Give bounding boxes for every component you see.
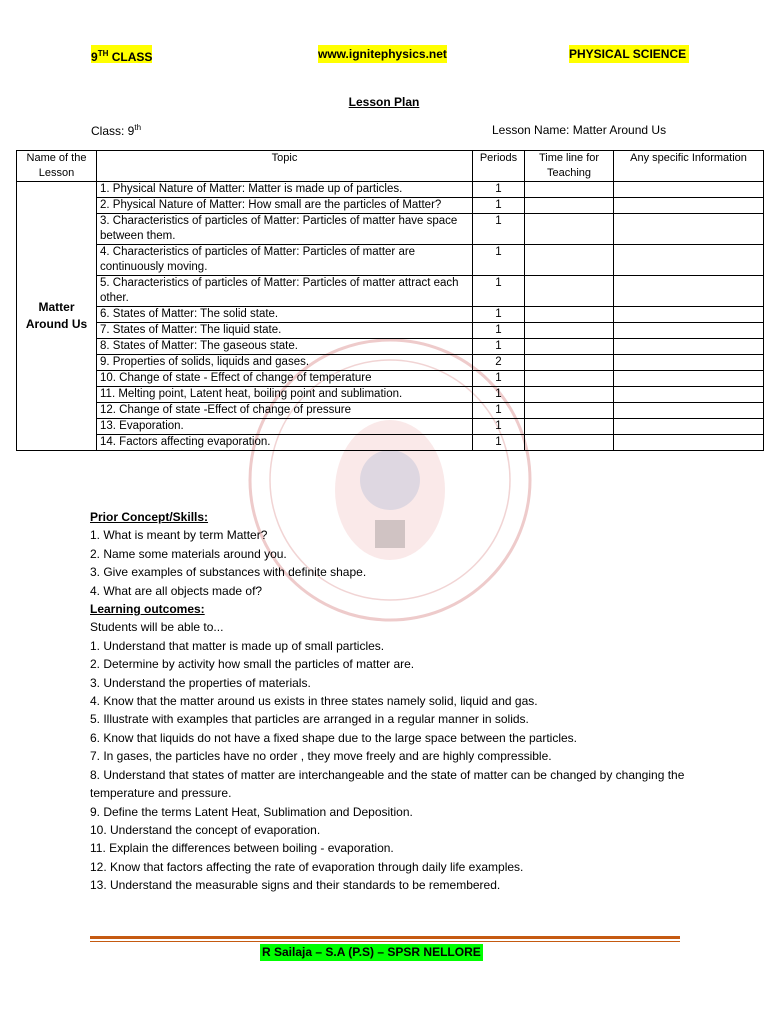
periods-cell: 1 bbox=[473, 198, 525, 214]
class-text: Class: 9 bbox=[91, 124, 135, 138]
timeline-cell bbox=[525, 387, 614, 403]
periods-cell: 1 bbox=[473, 307, 525, 323]
table-row bbox=[17, 276, 764, 307]
periods-cell: 1 bbox=[473, 371, 525, 387]
specific-info-cell bbox=[614, 245, 764, 276]
specific-info-cell bbox=[614, 387, 764, 403]
list-item: 5. Illustrate with examples that particles are arranged in a regular manner in solids. bbox=[90, 712, 529, 727]
table-header-row bbox=[17, 151, 764, 182]
specific-info-cell bbox=[614, 435, 764, 451]
lesson-name-cell: Matter Around Us bbox=[17, 182, 97, 451]
timeline-cell bbox=[525, 214, 614, 245]
lesson-plan-table bbox=[16, 150, 764, 451]
specific-info-cell bbox=[614, 182, 764, 198]
periods-cell: 1 bbox=[473, 435, 525, 451]
table-row bbox=[17, 339, 764, 355]
list-item: 7. In gases, the particles have no order , they move freely and are highly compressible. bbox=[90, 749, 552, 764]
table-row bbox=[17, 371, 764, 387]
header-subject: PHYSICAL SCIENCE bbox=[569, 45, 689, 63]
periods-cell: 1 bbox=[473, 182, 525, 198]
topic-cell: 6. States of Matter: The solid state. bbox=[97, 307, 473, 323]
specific-info-cell bbox=[614, 403, 764, 419]
topic-cell: 9. Properties of solids, liquids and gases. bbox=[97, 355, 473, 371]
table-row bbox=[17, 245, 764, 276]
list-item: 10. Understand the concept of evaporation. bbox=[90, 822, 321, 837]
timeline-cell bbox=[525, 371, 614, 387]
timeline-cell bbox=[525, 403, 614, 419]
list-item: 4. Know that the matter around us exists in three states namely solid, liquid and gas. bbox=[90, 694, 538, 709]
periods-cell: 1 bbox=[473, 214, 525, 245]
table-row bbox=[17, 435, 764, 451]
table-row bbox=[17, 403, 764, 419]
list-item: 13. Understand the measurable signs and their standards to be remembered. bbox=[90, 878, 501, 893]
table-row bbox=[17, 323, 764, 339]
header-topic: Topic bbox=[97, 151, 473, 182]
topic-cell: 12. Change of state -Effect of change of pressure bbox=[97, 403, 473, 419]
header-website[interactable]: www.ignitephysics.net bbox=[318, 47, 447, 61]
prior-heading: Prior Concept/Skills: bbox=[90, 510, 209, 524]
outcomes-list bbox=[90, 637, 730, 895]
list-item: 9. Define the terms Latent Heat, Sublimation and Deposition. bbox=[90, 804, 413, 819]
specific-info-cell bbox=[614, 214, 764, 245]
header-class-suffix: CLASS bbox=[108, 50, 153, 64]
table-row bbox=[17, 419, 764, 435]
list-item: 1. What is meant by term Matter? bbox=[90, 528, 268, 543]
table-row bbox=[17, 214, 764, 245]
timeline-cell bbox=[525, 435, 614, 451]
timeline-cell bbox=[525, 307, 614, 323]
list-item: 2. Determine by activity how small the particles of matter are. bbox=[90, 657, 415, 672]
topic-cell: 1. Physical Nature of Matter: Matter is made up of particles. bbox=[97, 182, 473, 198]
table-row bbox=[17, 307, 764, 323]
topic-cell: 13. Evaporation. bbox=[97, 419, 473, 435]
timeline-cell bbox=[525, 245, 614, 276]
topic-cell: 8. States of Matter: The gaseous state. bbox=[97, 339, 473, 355]
timeline-cell bbox=[525, 182, 614, 198]
table-row bbox=[17, 198, 764, 214]
topic-cell: 4. Characteristics of particles of Matter: Particles of matter are continuously moving. bbox=[97, 245, 473, 276]
specific-info-cell bbox=[614, 419, 764, 435]
timeline-cell bbox=[525, 355, 614, 371]
lesson-name-line: Lesson Name: Matter Around Us bbox=[492, 123, 667, 137]
list-item: 1. Understand that matter is made up of small particles. bbox=[90, 638, 385, 653]
header-timeline: Time line for Teaching bbox=[525, 151, 614, 182]
topic-cell: 3. Characteristics of particles of Matter: Particles of matter have space between them. bbox=[97, 214, 473, 245]
timeline-cell bbox=[525, 419, 614, 435]
outcomes-intro: Students will be able to... bbox=[90, 620, 224, 635]
topic-cell: 2. Physical Nature of Matter: How small are the particles of Matter? bbox=[97, 198, 473, 214]
outcomes-heading: Learning outcomes: bbox=[90, 602, 205, 617]
timeline-cell bbox=[525, 198, 614, 214]
specific-info-cell bbox=[614, 198, 764, 214]
specific-info-cell bbox=[614, 355, 764, 371]
header-class-number: 9 bbox=[91, 50, 98, 64]
topic-cell: 14. Factors affecting evaporation. bbox=[97, 435, 473, 451]
list-item: 4. What are all objects made of? bbox=[90, 583, 263, 598]
topic-cell: 11. Melting point, Latent heat, boiling point and sublimation. bbox=[97, 387, 473, 403]
list-item: 2. Name some materials around you. bbox=[90, 546, 287, 561]
class-sup: th bbox=[134, 123, 142, 132]
timeline-cell bbox=[525, 339, 614, 355]
prior-list bbox=[90, 526, 730, 600]
topic-cell: 10. Change of state - Effect of change of temperature bbox=[97, 371, 473, 387]
footer-author: R Sailaja – S.A (P.S) – SPSR NELLORE bbox=[262, 945, 481, 959]
periods-cell: 1 bbox=[473, 419, 525, 435]
periods-cell: 1 bbox=[473, 339, 525, 355]
header-class-sup: TH bbox=[97, 49, 109, 58]
list-item: 3. Give examples of substances with definite shape. bbox=[90, 565, 367, 580]
specific-info-cell bbox=[614, 276, 764, 307]
header-class bbox=[91, 45, 152, 63]
list-item: 6. Know that liquids do not have a fixed shape due to the large space between the particles. bbox=[90, 730, 577, 745]
periods-cell: 1 bbox=[473, 245, 525, 276]
header-periods: Periods bbox=[473, 151, 525, 182]
page-title: Lesson Plan bbox=[348, 95, 420, 109]
header-specific-info: Any specific Information bbox=[614, 151, 764, 182]
specific-info-cell bbox=[614, 339, 764, 355]
table-row bbox=[17, 355, 764, 371]
periods-cell: 1 bbox=[473, 323, 525, 339]
specific-info-cell bbox=[614, 371, 764, 387]
periods-cell: 2 bbox=[473, 355, 525, 371]
table-row bbox=[17, 387, 764, 403]
footer-rule-thin bbox=[90, 941, 680, 942]
periods-cell: 1 bbox=[473, 276, 525, 307]
text-sections bbox=[90, 508, 730, 895]
table-body bbox=[17, 182, 764, 451]
list-item: 12. Know that factors affecting the rate of evaporation through daily life examples. bbox=[90, 859, 524, 874]
timeline-cell bbox=[525, 323, 614, 339]
list-item: 11. Explain the differences between boiling - evaporation. bbox=[90, 841, 394, 856]
periods-cell: 1 bbox=[473, 403, 525, 419]
periods-cell: 1 bbox=[473, 387, 525, 403]
list-item: 3. Understand the properties of materials. bbox=[90, 675, 311, 690]
table-row bbox=[17, 182, 764, 198]
topic-cell: 7. States of Matter: The liquid state. bbox=[97, 323, 473, 339]
class-line bbox=[91, 123, 141, 138]
list-item: 8. Understand that states of matter are interchangeable and the state of matter can be changed by changing the temperature and pressure. bbox=[90, 767, 685, 801]
header-lesson: Name of the Lesson bbox=[17, 151, 97, 182]
timeline-cell bbox=[525, 276, 614, 307]
specific-info-cell bbox=[614, 307, 764, 323]
topic-cell: 5. Characteristics of particles of Matter: Particles of matter attract each other. bbox=[97, 276, 473, 307]
specific-info-cell bbox=[614, 323, 764, 339]
footer-rule-thick bbox=[90, 936, 680, 939]
